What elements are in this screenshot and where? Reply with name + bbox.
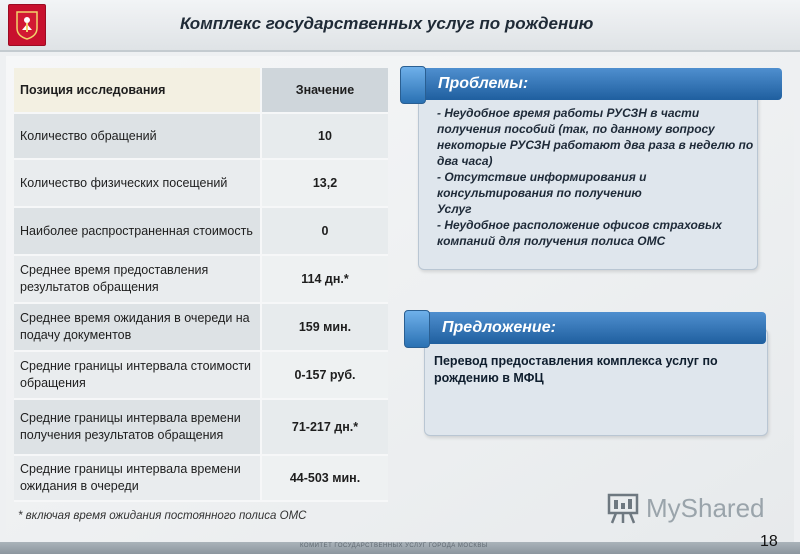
- problems-list: [437, 106, 757, 250]
- banner-square-icon: [400, 66, 426, 104]
- footnote: * включая время ожидания постоянного полиса ОМС: [18, 510, 307, 522]
- myshared-logo-icon: [606, 491, 640, 525]
- problems-banner: [404, 68, 782, 100]
- table-row: [14, 456, 388, 502]
- table-row: [14, 256, 388, 304]
- problem-item: - Неудобное время работы РУСЗН в части получения пособий (так, по данному вопросу некоторые РУСЗН работают два раза в неделю по два часа): [437, 106, 754, 168]
- table-cell-value: 159 мин.: [260, 304, 388, 350]
- proposal-text: Перевод предоставления комплекса услуг по рождению в МФЦ: [434, 354, 718, 385]
- table-cell-label: Среднее время ожидания в очереди на подачу документов: [14, 304, 260, 350]
- table-header-position: Позиция исследования: [14, 68, 260, 112]
- problems-title: Проблемы:: [438, 75, 529, 92]
- table-row: [14, 160, 388, 208]
- table-cell-value: 10: [260, 114, 388, 158]
- proposal-title: Предложение:: [442, 319, 556, 336]
- research-table: [14, 68, 388, 502]
- table-header-value: Значение: [260, 68, 388, 112]
- proposal-banner: [408, 312, 766, 344]
- table-cell-value: 44-503 мин.: [260, 456, 388, 500]
- table-cell-value: 0-157 руб.: [260, 352, 388, 398]
- table-row: [14, 114, 388, 160]
- table-row: [14, 400, 388, 456]
- table-cell-label: Среднее время предоставления результатов обращения: [14, 256, 260, 302]
- problem-item: - Неудобное расположение офисов страховых компаний для получения полиса ОМС: [437, 217, 722, 248]
- table-cell-label: Наиболее распространенная стоимость: [14, 208, 260, 254]
- table-cell-label: Количество обращений: [14, 114, 260, 158]
- header-bar: [0, 0, 800, 52]
- table-row: [14, 352, 388, 400]
- banner-square-icon: [404, 310, 430, 348]
- page-number: 18: [760, 533, 778, 550]
- problem-item: - Отсутствие информирования и консультирования по получению: [437, 169, 647, 200]
- table-cell-label: Средние границы интервала времени ожидания в очереди: [14, 456, 260, 500]
- moscow-coat-of-arms-icon: [8, 4, 46, 46]
- table-header-row: [14, 68, 388, 114]
- table-cell-value: 13,2: [260, 160, 388, 206]
- footer-committee: КОМИТЕТ ГОСУДАРСТВЕННЫХ УСЛУГ ГОРОДА МОСКВЫ: [300, 543, 488, 549]
- logo-text: MyShared: [646, 492, 765, 523]
- table-cell-value: 114 дн.*: [260, 256, 388, 302]
- table-cell-label: Количество физических посещений: [14, 160, 260, 206]
- myshared-logo: [606, 491, 765, 525]
- table-cell-value: 0: [260, 208, 388, 254]
- problem-item: Услуг: [437, 201, 472, 216]
- table-row: [14, 208, 388, 256]
- table-cell-value: 71-217 дн.*: [260, 400, 388, 454]
- table-cell-label: Средние границы интервала времени получения результатов обращения: [14, 400, 260, 454]
- table-row: [14, 304, 388, 352]
- page-title: Комплекс государственных услуг по рождению: [180, 14, 594, 33]
- table-cell-label: Средние границы интервала стоимости обращения: [14, 352, 260, 398]
